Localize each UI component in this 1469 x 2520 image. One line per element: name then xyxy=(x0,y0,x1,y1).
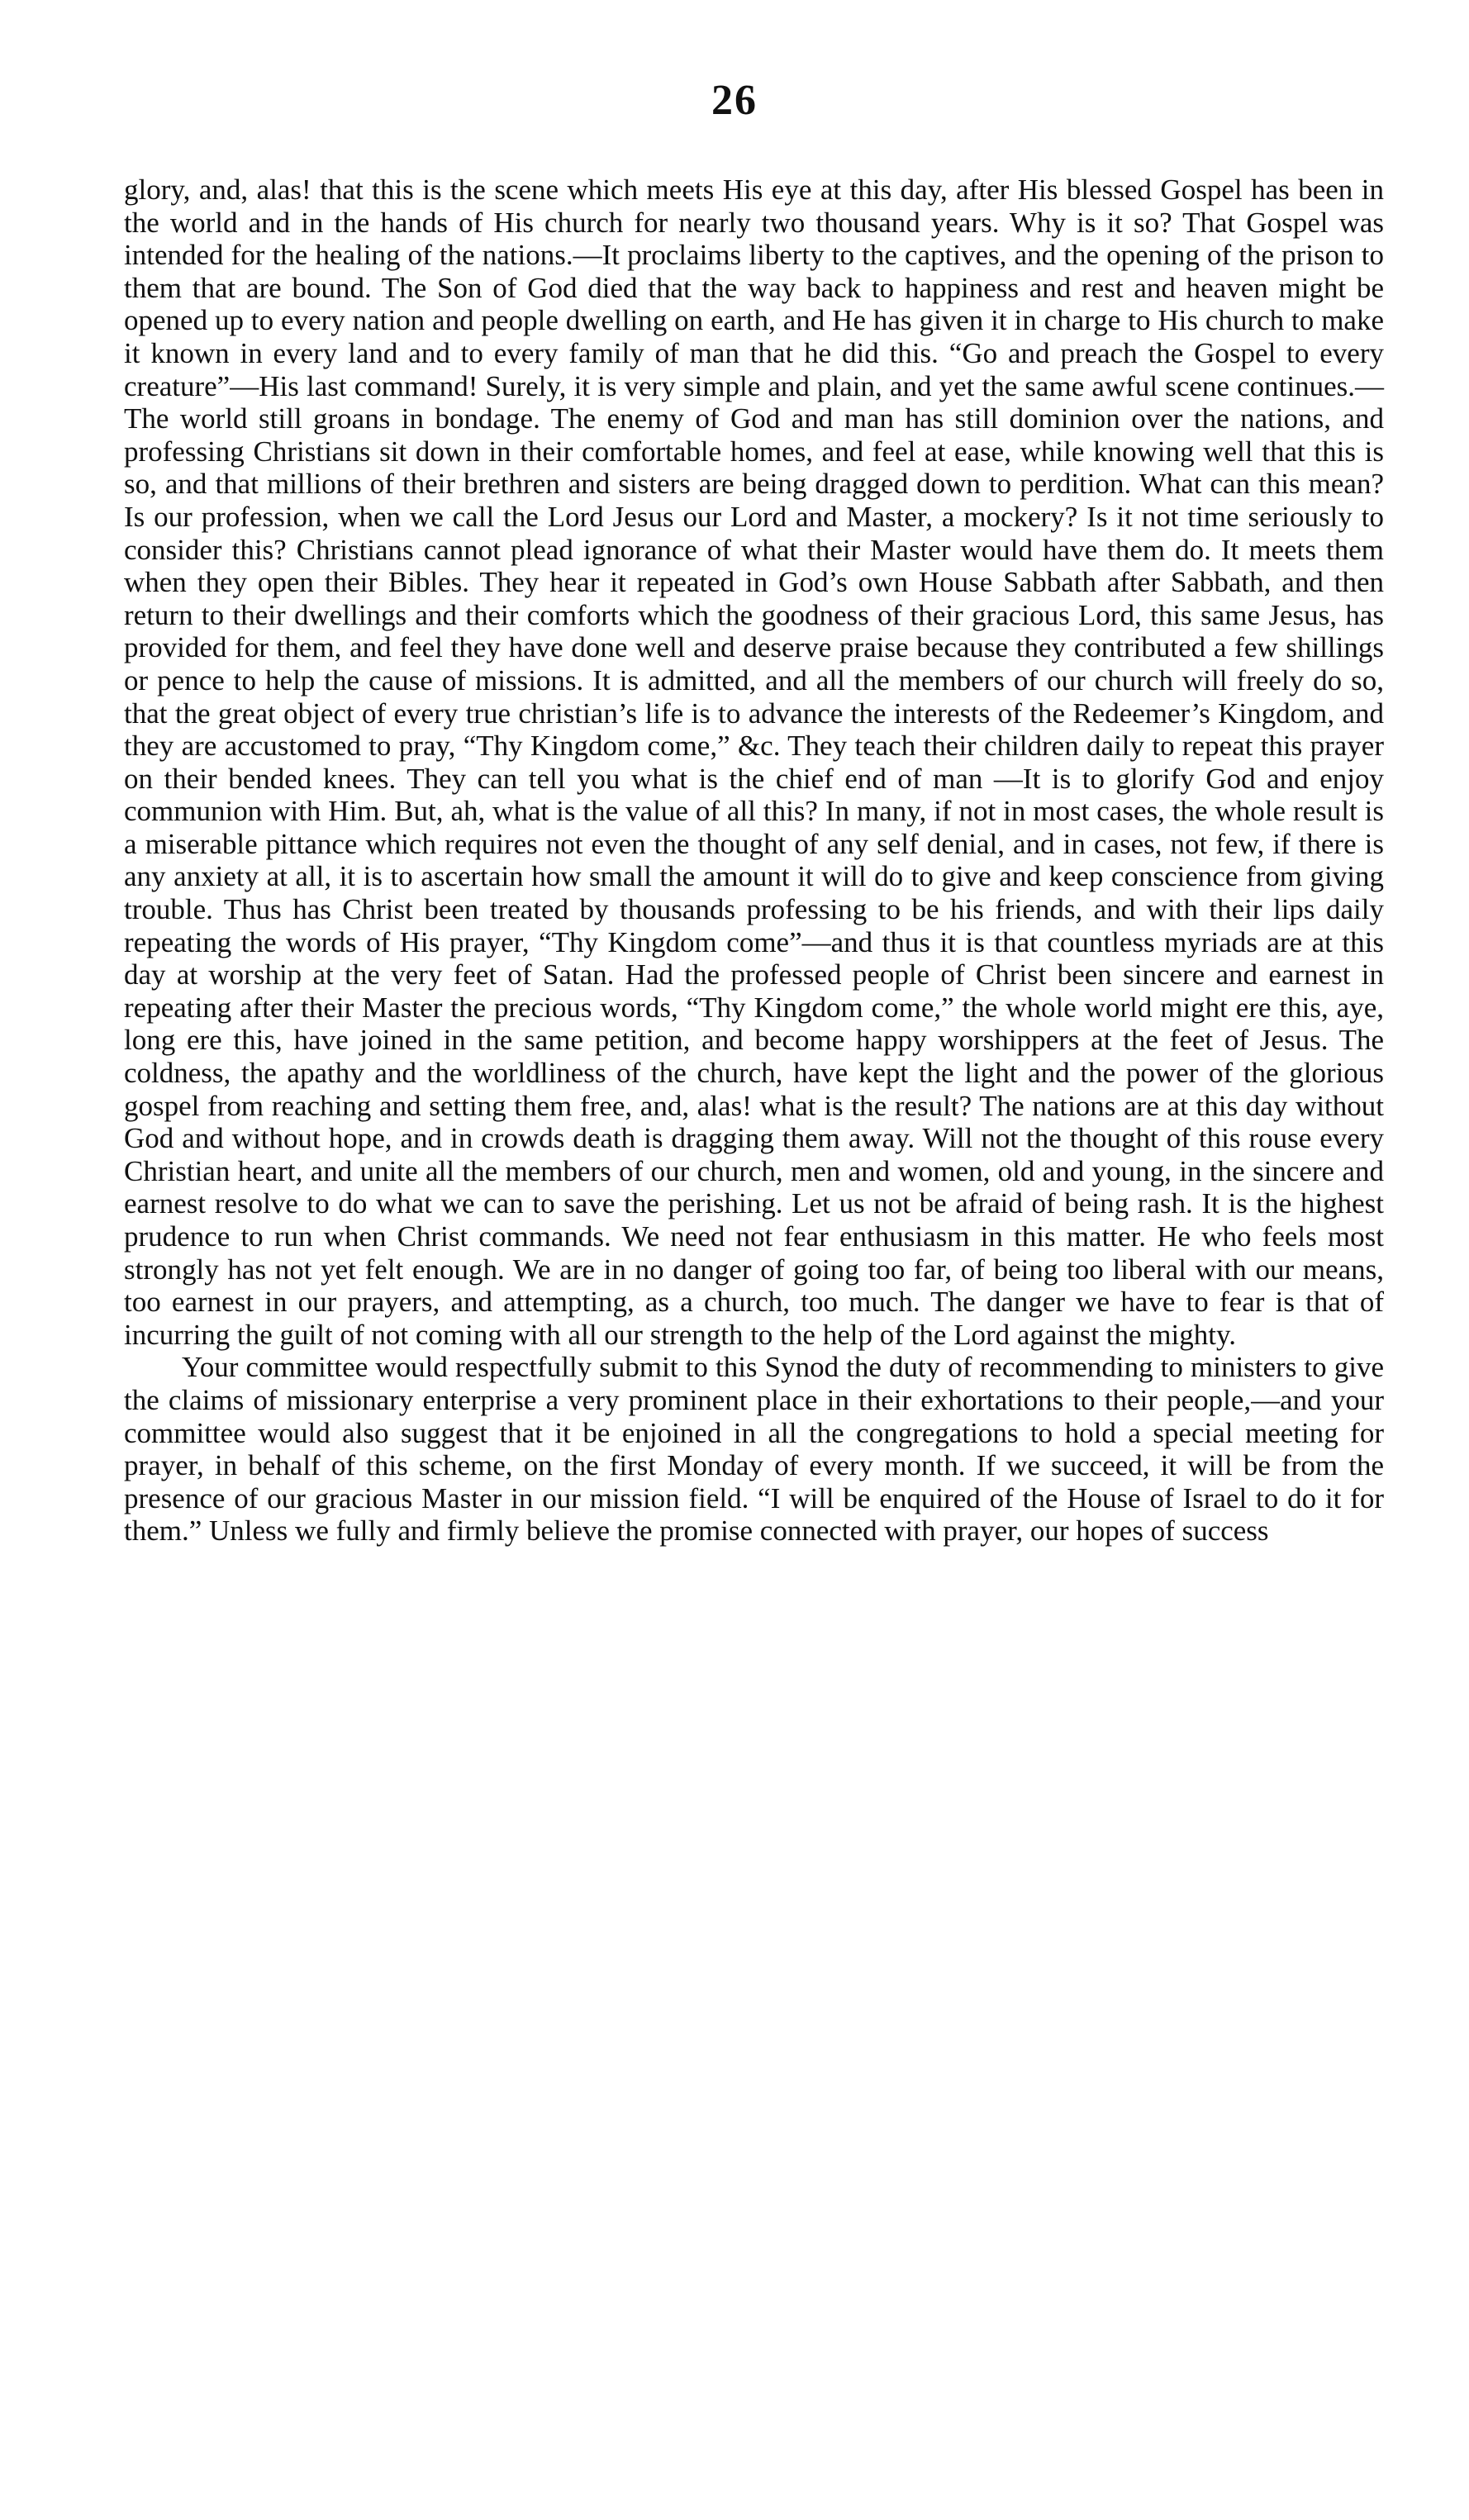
paragraph-2: Your committee would respectfully submit to this Synod the duty of recommending to ministers to give the claims of missionary enterprise a very prominent place in their exhortations to their people,—and your committee would also suggest that it be enjoined in all the congregations to hold a special meeting for prayer, in behalf of this scheme, on the first Monday of every month. If we succeed, it will be from the presence of our gracious Master in our mission field. “I will be enquired of the House of Israel to do it for them.” Unless we fully and firmly believe the promise connected with prayer, our hopes of success xyxy=(124,1351,1384,1548)
paragraph-1: glory, and, alas! that this is the scene which meets His eye at this day, after His blessed Gospel has been in the world and in the hands of His church for nearly two thousand years. Why is it so? That Gospel was intended for the healing of the nations.—It proclaims liberty to the captives, and the opening of the prison to them that are bound. The Son of God died that the way back to happiness and rest and heaven might be opened up to every nation and people dwelling on earth, and He has given it in charge to His church to make it known in every land and to every family of man that he did this. “Go and preach the Gospel to every creature”—His last command! Surely, it is very simple and plain, and yet the same awful scene continues.—The world still groans in bondage. The enemy of God and man has still dominion over the nations, and professing Christians sit down in their comfortable homes, and feel at ease, while knowing well that this is so, and that millions of their brethren and sisters are being dragged down to perdition. What can this mean? Is our profession, when we call the Lord Jesus our Lord and Master, a mockery? Is it not time seriously to consider this? Christians cannot plead ignorance of what their Master would have them do. It meets them when they open their Bibles. They hear it repeated in God’s own House Sabbath after Sabbath, and then return to their dwellings and their comforts which the goodness of their gracious Lord, this same Jesus, has provided for them, and feel they have done well and deserve praise because they contributed a few shillings or pence to help the cause of missions. It is admitted, and all the members of our church will freely do so, that the great object of every true christian’s life is to advance the interests of the Redeemer’s Kingdom, and they are accustomed to pray, “Thy Kingdom come,” &c. They teach their children daily to repeat this prayer on their bended knees. They can tell you what is the chief end of man —It is to glorify God and enjoy communion with Him. But, ah, what is the value of all this? In many, if not in most cases, the whole result is a miserable pittance which requires not even the thought of any self denial, and in cases, not few, if there is any anxiety at all, it is to ascertain how small the amount it will do to give and keep conscience from giving trouble. Thus has Christ been treated by thousands professing to be his friends, and with their lips daily repeating the words of His prayer, “Thy Kingdom come”—and thus it is that countless myriads are at this day at worship at the very feet of Satan. Had the professed people of Christ been sincere and earnest in repeating after their Master the precious words, “Thy Kingdom come,” the whole world might ere this, aye, long ere this, have joined in the same petition, and become happy worshippers at the feet of Jesus. The coldness, the apathy and the worldliness of the church, have kept the light and the power of the glorious gospel from reaching and setting them free, and, alas! what is the result? The nations are at this day without God and without hope, and in crowds death is dragging them away. Will not the thought of this rouse every Christian heart, and unite all the members of our church, men and women, old and young, in the sincere and earnest resolve to do what we can to save the perishing. Let us not be afraid of being rash. It is the highest prudence to run when Christ commands. We need not fear enthusiasm in this matter. He who feels most strongly has not yet felt enough. We are in no danger of going too far, of being too liberal with our means, too earnest in our prayers, and attempting, as a church, too much. The danger we have to fear is that of incurring the guilt of not coming with all our strength to the help of the Lord against the mighty. xyxy=(124,174,1384,1351)
body-text xyxy=(124,174,1384,1548)
page-number: 26 xyxy=(711,77,758,124)
